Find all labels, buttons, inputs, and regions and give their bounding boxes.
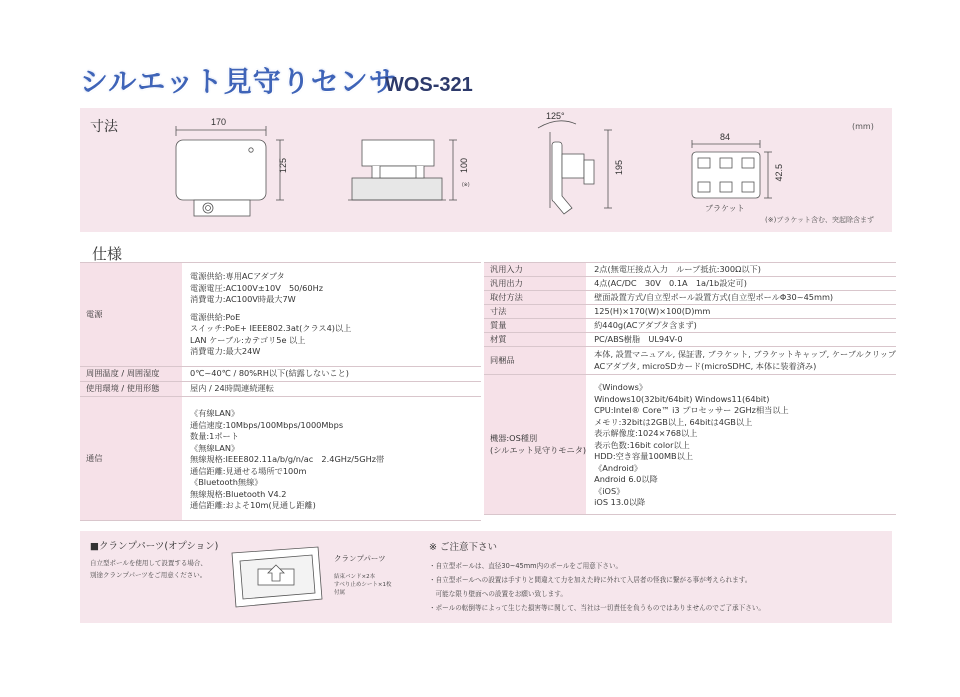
spec-line: HDD:空き容量100MB以上 xyxy=(594,451,694,462)
spec-value: 約440g(ACアダプタ含まず) xyxy=(586,319,896,333)
front-height-label: 125 xyxy=(278,158,288,174)
angle-height-label: 195 xyxy=(614,160,624,176)
spec-key: 使用環境 / 使用形態 xyxy=(80,382,182,397)
spec-key: 同梱品 xyxy=(484,347,586,375)
spec-value: PC/ABS樹脂 UL94V-0 xyxy=(586,333,896,347)
spec-line: 表示解像度:1024×768以上 xyxy=(594,428,698,439)
header xyxy=(80,60,500,104)
bracket-label: ブラケット xyxy=(705,204,745,213)
table-row xyxy=(80,367,481,382)
table-row xyxy=(484,375,896,515)
table-row xyxy=(80,263,481,367)
dimension-drawings xyxy=(80,108,892,232)
clamp-description-line: 自立型ポールを使用して設置する場合、 xyxy=(90,559,207,567)
spec-line: 電源供給:専用ACアダプタ xyxy=(190,271,285,282)
spec-line: ACアダプタ, microSDカード(microSDHC, 本体に装着済み) xyxy=(594,360,817,371)
spec-line: 通信速度:10Mbps/100Mbps/1000Mbps xyxy=(190,419,344,430)
spec-line: 表示色数:16bit color以上 xyxy=(594,439,690,450)
spec-line: Windows10(32bit/64bit) Windows11(64bit) xyxy=(594,393,770,404)
clamp-parts-line: すべり止めシート×1枚 xyxy=(334,582,392,588)
bracket-width-label: 84 xyxy=(720,132,731,142)
table-row xyxy=(484,277,896,291)
spec-line: スイッチ:PoE+ IEEE802.3at(クラス4)以上 xyxy=(190,323,352,334)
bracket-height-label: 42.5 xyxy=(774,164,784,182)
spec-line: CPU:Intel® Core™ i3 プロセッサー 2GHz相当以上 xyxy=(594,405,789,416)
spec-key: 質量 xyxy=(484,319,586,333)
table-row xyxy=(484,263,896,277)
spec-key-line: 機器:OS種別 xyxy=(490,433,538,443)
caution-title: ※ ご注意下さい xyxy=(429,542,497,553)
spec-table-left xyxy=(80,262,481,521)
clamp-parts-line: 付属 xyxy=(334,590,346,596)
spec-value: 0℃~40℃ / 80%RH以下(結露しないこと) xyxy=(182,367,481,382)
spec-value xyxy=(182,263,481,367)
table-row xyxy=(484,305,896,319)
angle-width-label: 125° xyxy=(546,111,565,121)
spec-value: 屋内 / 24時間連続運転 xyxy=(182,382,481,397)
caution-line: ・自立型ポールは、直径30~45mm内のポールをご用意下さい。 xyxy=(429,562,623,570)
spec-key xyxy=(484,375,586,515)
spec-value: 壁面設置方式/自立型ポール設置方式(自立型ポールΦ30~45mm) xyxy=(586,291,896,305)
table-row xyxy=(80,397,481,521)
spec-line: 消費電力:AC100V時最大7W xyxy=(190,294,296,305)
spec-value xyxy=(586,375,896,515)
spec-line: 《Bluetooth無線》 xyxy=(190,477,263,488)
side-note-label: (※) xyxy=(462,182,470,188)
spec-key: 取付方法 xyxy=(484,291,586,305)
spec-line: 本体, 設置マニュアル, 保証書, ブラケット, ブラケットキャップ, ケーブルクリップ xyxy=(594,349,897,359)
spec-key: 汎用出力 xyxy=(484,277,586,291)
clamp-drawing xyxy=(218,543,338,613)
clamp-parts-line: 結束バンド×2本 xyxy=(334,574,376,580)
table-row xyxy=(80,382,481,397)
spec-key: 汎用入力 xyxy=(484,263,586,277)
caution-line: ・自立型ポールへの設置は手すりと間違えて力を加えた時に外れて入居者の怪我に繋がる事が考えられます。 xyxy=(429,576,752,584)
spec-table-right xyxy=(484,262,896,515)
model-number: WOS-321 xyxy=(385,74,473,96)
bracket-drawing xyxy=(692,140,772,198)
spec-key: 周囲温度 / 周囲湿度 xyxy=(80,367,182,382)
notes-section xyxy=(80,531,892,623)
spec-line: 無線規格:IEEE802.11a/b/g/n/ac 2.4GHz/5GHz帯 xyxy=(190,454,385,465)
spec-key: 寸法 xyxy=(484,305,586,319)
spec-line: LAN ケーブル:カテゴリ5e 以上 xyxy=(190,334,306,345)
spec-value xyxy=(182,397,481,521)
table-row xyxy=(484,319,896,333)
spec-title: 仕様 xyxy=(92,245,123,263)
spec-value: 2点(無電圧接点入力 ループ抵抗:300Ω以下) xyxy=(586,263,896,277)
product-logo: シルエット見守りセンサ xyxy=(80,65,398,98)
dimensions-title: 寸法 xyxy=(90,119,118,135)
dimension-note: (※)ブラケット含む、突起除含まず xyxy=(765,216,874,224)
clamp-description-line: 別途クランプパーツをご用意ください。 xyxy=(90,571,207,579)
clamp-description xyxy=(90,557,207,581)
caution-line: ・ポールの転倒等によって生じた損害等に関して、当社は一切責任を負うものではありませんのでご了承下さい。 xyxy=(429,604,766,612)
unit-label: (mm) xyxy=(852,122,874,131)
spec-value: 125(H)×170(W)×100(D)mm xyxy=(586,305,896,319)
spec-line: 通信距離:およそ10m(見通し距離) xyxy=(190,500,316,511)
spec-line: Android 6.0以降 xyxy=(594,474,658,485)
angle-view-drawing xyxy=(538,121,612,214)
spec-line: 《無線LAN》 xyxy=(190,442,240,453)
spec-line: メモリ:32bitは2GB以上, 64bitは4GB以上 xyxy=(594,416,753,427)
spec-line: iOS 13.0以降 xyxy=(594,497,646,508)
table-row xyxy=(484,333,896,347)
spec-key-line: (シルエット見守りモニタ) xyxy=(490,444,587,455)
table-row xyxy=(484,347,896,375)
side-view-drawing xyxy=(348,140,457,200)
spec-line: 電源電圧:AC100V±10V 50/60Hz xyxy=(190,282,324,293)
dimensions-section xyxy=(80,108,892,232)
spec-line: 電源供給:PoE xyxy=(190,311,241,322)
front-view-drawing xyxy=(176,126,284,216)
clamp-title: ■クランプパーツ(オプション) xyxy=(90,541,219,552)
front-width-label: 170 xyxy=(211,117,227,127)
clamp-parts-label: クランプパーツ xyxy=(334,554,386,563)
side-height-label: 100 xyxy=(459,158,469,174)
table-row xyxy=(484,291,896,305)
spec-line: 数量:1ポート xyxy=(190,431,239,442)
spec-key: 電源 xyxy=(80,263,182,367)
spec-line: 《Android》 xyxy=(594,462,643,473)
spec-key: 材質 xyxy=(484,333,586,347)
spec-line: 《Windows》 xyxy=(594,382,648,393)
caution-line: 可能な限り壁面への設置をお願い致します。 xyxy=(429,590,567,598)
clamp-parts-list xyxy=(334,573,392,597)
spec-value xyxy=(586,347,896,375)
caution-list xyxy=(429,559,765,615)
spec-key: 通信 xyxy=(80,397,182,521)
spec-line: 《iOS》 xyxy=(594,485,625,496)
spec-line: 無線規格:Bluetooth V4.2 xyxy=(190,488,287,499)
spec-line: 通信距離:見通せる場所で100m xyxy=(190,465,307,476)
spec-line: 消費電力:最大24W xyxy=(190,346,261,357)
spec-line: 《有線LAN》 xyxy=(190,408,240,419)
spec-value: 4点(AC/DC 30V 0.1A 1a/1b設定可) xyxy=(586,277,896,291)
